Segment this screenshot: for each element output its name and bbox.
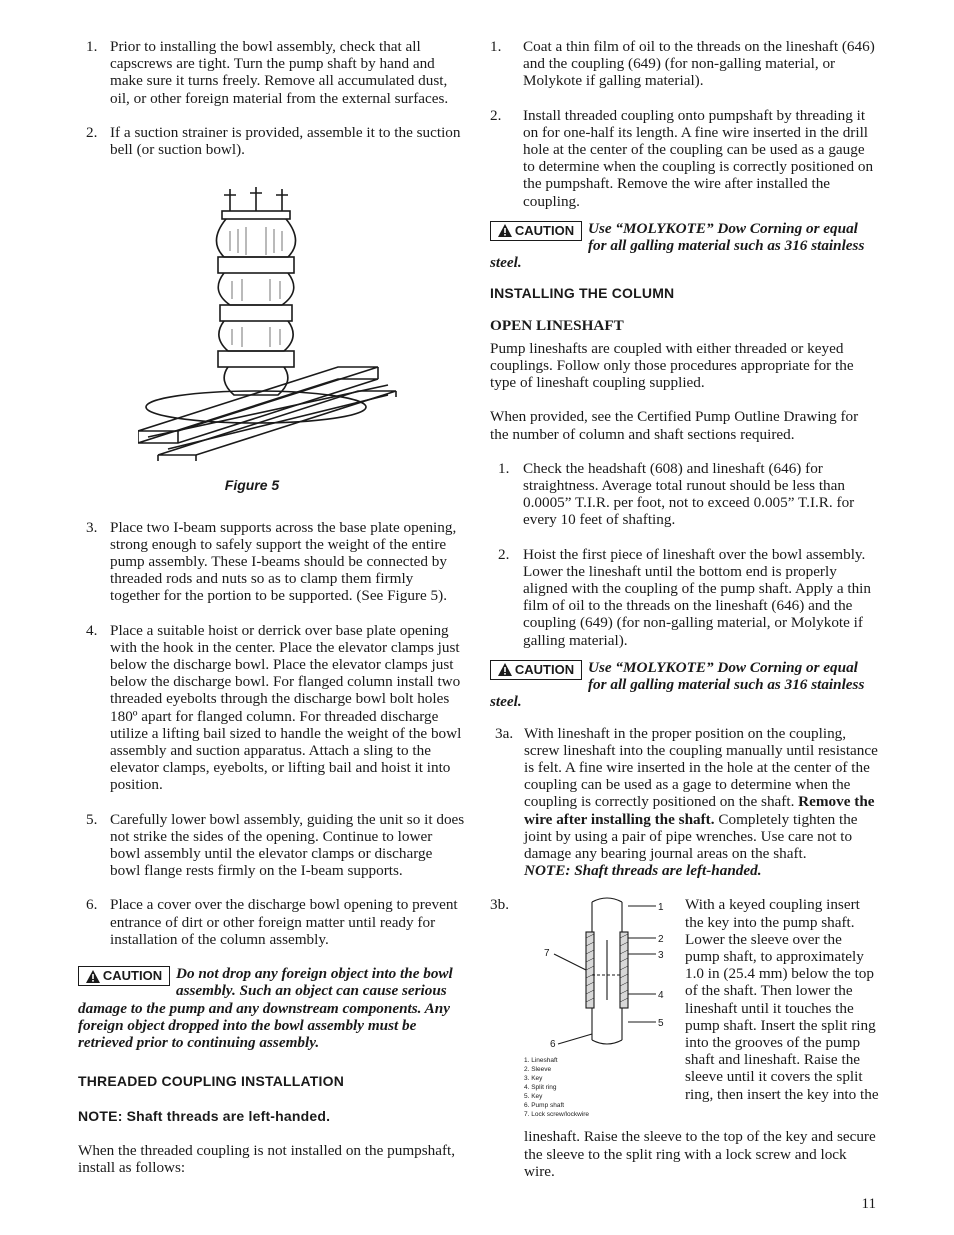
caution-molykote-1 [490, 220, 880, 272]
figure-5-caption: Figure 5 [224, 477, 280, 494]
step-number: 2. [490, 106, 502, 124]
step-number: 1. [490, 38, 502, 55]
step-3a-screw-lineshaft [490, 725, 880, 880]
legend-item: 2. Sleeve [524, 1066, 552, 1074]
step-text: With lineshaft in the proper position on the coupling, screw lineshaft into the coupling manually until resistance is felt. A fine wire inserted in the hole at the center of the coupling can be used as a gage to determine when the coupling is correctly positioned on the shaft. [524, 724, 878, 811]
caution-text: Use “MOLYKOTE” Dow Corning or equal for all galling material such as 316 stainless steel. [490, 658, 865, 711]
left-column [78, 38, 466, 1193]
warning-triangle-icon [86, 970, 100, 983]
step-number: 2. [86, 123, 98, 141]
step-text: Place a suitable hoist or derrick over base plate opening with the hook in the center. Place the elevator clamps just below the discharge bowl. Place the elevator clamps just below the discharge bowl. For flanged column install two threaded eyebolts through the discharge bowl bolt holes 180º apart for flanged column. For threaded discharge utilize a lifting bail sized to handle the weight of the bowl assembly and suction apparatus. Attach a sling to the elevator clamps, eyebolts, or lifting bail and hoist it into position. [110, 621, 462, 794]
legend-item: 1. Lineshaft [524, 1057, 558, 1065]
lineshaft-coupling-paragraph: Pump lineshafts are coupled with either threaded or keyed couplings. Follow only those procedures appropriate for the type of lineshaft coupling supplied. [490, 339, 854, 392]
step-3b-keyed-coupling [490, 896, 880, 1128]
step-text: Install threaded coupling onto pumpshaft by threading it on for one-half its length. A fine wire inserted in the drill hole at the center of the coupling can be used as a gauge to determine when the coupling is correctly positioned on the pumpshaft. Remove the wire after installed the coupling. [523, 106, 874, 210]
step-number: 6. [86, 896, 98, 914]
legend-item: 5. Key [524, 1093, 543, 1101]
caution-badge [78, 966, 170, 986]
callout-7: 7 [544, 948, 550, 960]
step-number: 4. [86, 621, 98, 639]
step-text-cont: Completely tighten the joint by using a pair of pipe wrenches. Use care not to damage any bearing journal areas on the shaft. [524, 810, 858, 862]
figure-keyed-coupling-diagram [524, 890, 679, 1122]
caution-text: Use “MOLYKOTE” Dow Corning or equal for all galling material such as 316 stainless steel. [490, 219, 865, 272]
step-2-hoist-lineshaft [490, 546, 880, 649]
caution-label: CAUTION [514, 223, 575, 239]
step-3-ibeam-supports [78, 519, 466, 605]
caution-label: CAUTION [514, 662, 575, 678]
page-number: 11 [861, 1196, 876, 1212]
legend-item: 3. Key [524, 1075, 543, 1083]
step-4-hoist [78, 622, 466, 794]
step-text: With a keyed coupling insert the key into the pump shaft. Lower the sleeve over the pump shaft, to approximately 1.0 in (25.4 mm) below the top of the shaft. Then lower the lineshaft until it touches the pump shaft. Insert the split ring into the grooves of the pump shaft and lineshaft. Raise the sleeve until it covers the split ring, then insert the key into the [685, 896, 879, 1103]
step-text: Coat a thin film of oil to the threads on the lineshaft (646) and the coupling (649) (for non-galling material, or Molykote if galling material). [523, 38, 875, 90]
step-1-check-straightness [490, 460, 880, 529]
warning-triangle-icon [498, 224, 512, 237]
step-number: 3b. [490, 896, 509, 914]
step-number: 5. [86, 810, 98, 828]
step-text: Carefully lower bowl assembly, guiding the unit so it does not strike the sides of the opening. Continue to lower bowl assembly until the elevator clamps or discharge bowl flange rests firmly on the I-beam supports. [110, 810, 465, 880]
legend-item: 6. Pump shaft [524, 1102, 565, 1110]
step-2-install-coupling [490, 107, 880, 210]
step-text: Place two I-beam supports across the base plate opening, strong enough to safely support the weight of the entire pump assembly. These I-beams should be connected by threaded rods and nuts so as to clamp them firmly together for the portion to be supported. (See Figure 5). [110, 518, 457, 605]
callout-3: 3 [658, 950, 664, 962]
caution-molykote-2 [490, 659, 880, 711]
right-column [490, 38, 880, 1180]
step-number: 3a. [495, 724, 514, 742]
step-number: 1. [86, 38, 98, 55]
caution-label: CAUTION [102, 968, 163, 984]
caution-badge [490, 221, 582, 241]
step-note: NOTE: Shaft threads are left-handed. [524, 862, 762, 880]
callout-2: 2 [658, 934, 664, 946]
step-number: 1. [498, 459, 510, 477]
callout-5: 5 [658, 1018, 664, 1030]
step-number: 2. [498, 545, 510, 563]
step-2-suction-strainer [78, 124, 466, 158]
caution-text: Do not drop any foreign object into the bowl assembly. Such an object can cause serious damage to the pump and any downstream components. Any foreign object dropped into the bowl assembly must be retrieved prior to continuing assembly. [78, 965, 453, 1051]
step-text: If a suction strainer is provided, assemble it to the suction bell (or suction bowl). [110, 123, 461, 159]
step-3b-continued-text: lineshaft. Raise the sleeve to the top of the key and secure the sleeve to the split ring with a lock screw and lock wire. [524, 1128, 876, 1180]
step-bold-text: Remove the wire after installing the shaft. [524, 793, 875, 828]
step-1-prior-install [78, 38, 466, 107]
legend-item: 7. Lock screw/lockwire [524, 1111, 590, 1119]
step-text: Hoist the first piece of lineshaft over the bowl assembly. Lower the lineshaft until the bottom end is properly aligned with the coupling of the pump shaft. Apply a thin film of oil to the threads on the lineshaft (646) and the coupling (649) (for non-galling material, or Molykote if galling material). [523, 545, 871, 649]
step-6-cover [78, 896, 466, 948]
callout-6: 6 [550, 1039, 556, 1051]
step-text: Check the headshaft (608) and lineshaft (646) for straightness. Average total runout should be less than 0.0005” T.I.R. per foot, not to exceed 0.005” T.I.R. for every 10 feet of shafting. [523, 459, 855, 529]
caution-notice [78, 965, 466, 1051]
caution-badge [490, 660, 582, 680]
step-text: Prior to installing the bowl assembly, check that all capscrews are tight. Turn the pump shaft by hand and make sure it turns freely. Remove all accumulated dust, oil, or other foreign material from the external surfaces. [110, 38, 449, 107]
threaded-coupling-heading: THREADED COUPLING INSTALLATION [78, 1073, 345, 1090]
outline-drawing-paragraph: When provided, see the Certified Pump Outline Drawing for the number of column and shaft sections required. [490, 408, 859, 443]
step-1-coat-oil [490, 38, 880, 90]
callout-1: 1 [658, 902, 664, 914]
step-text: Place a cover over the discharge bowl opening to prevent entrance of dirt or other foreign matter until ready for installation of the column assembly. [110, 896, 458, 948]
open-lineshaft-subheading: OPEN LINESHAFT [490, 316, 624, 334]
shaft-thread-note: NOTE: Shaft threads are left-handed. [78, 1108, 331, 1125]
legend-item: 4. Split ring [524, 1084, 557, 1092]
threaded-coupling-intro: When the threaded coupling is not installed on the pumpshaft, install as follows: [78, 1141, 456, 1176]
warning-triangle-icon [498, 663, 512, 676]
step-number: 3. [86, 518, 98, 536]
figure-5-bowl-assembly-illustration [138, 181, 398, 461]
callout-4: 4 [658, 990, 664, 1002]
installing-column-heading: INSTALLING THE COLUMN [490, 285, 675, 302]
step-5-lower-bowl [78, 811, 466, 880]
